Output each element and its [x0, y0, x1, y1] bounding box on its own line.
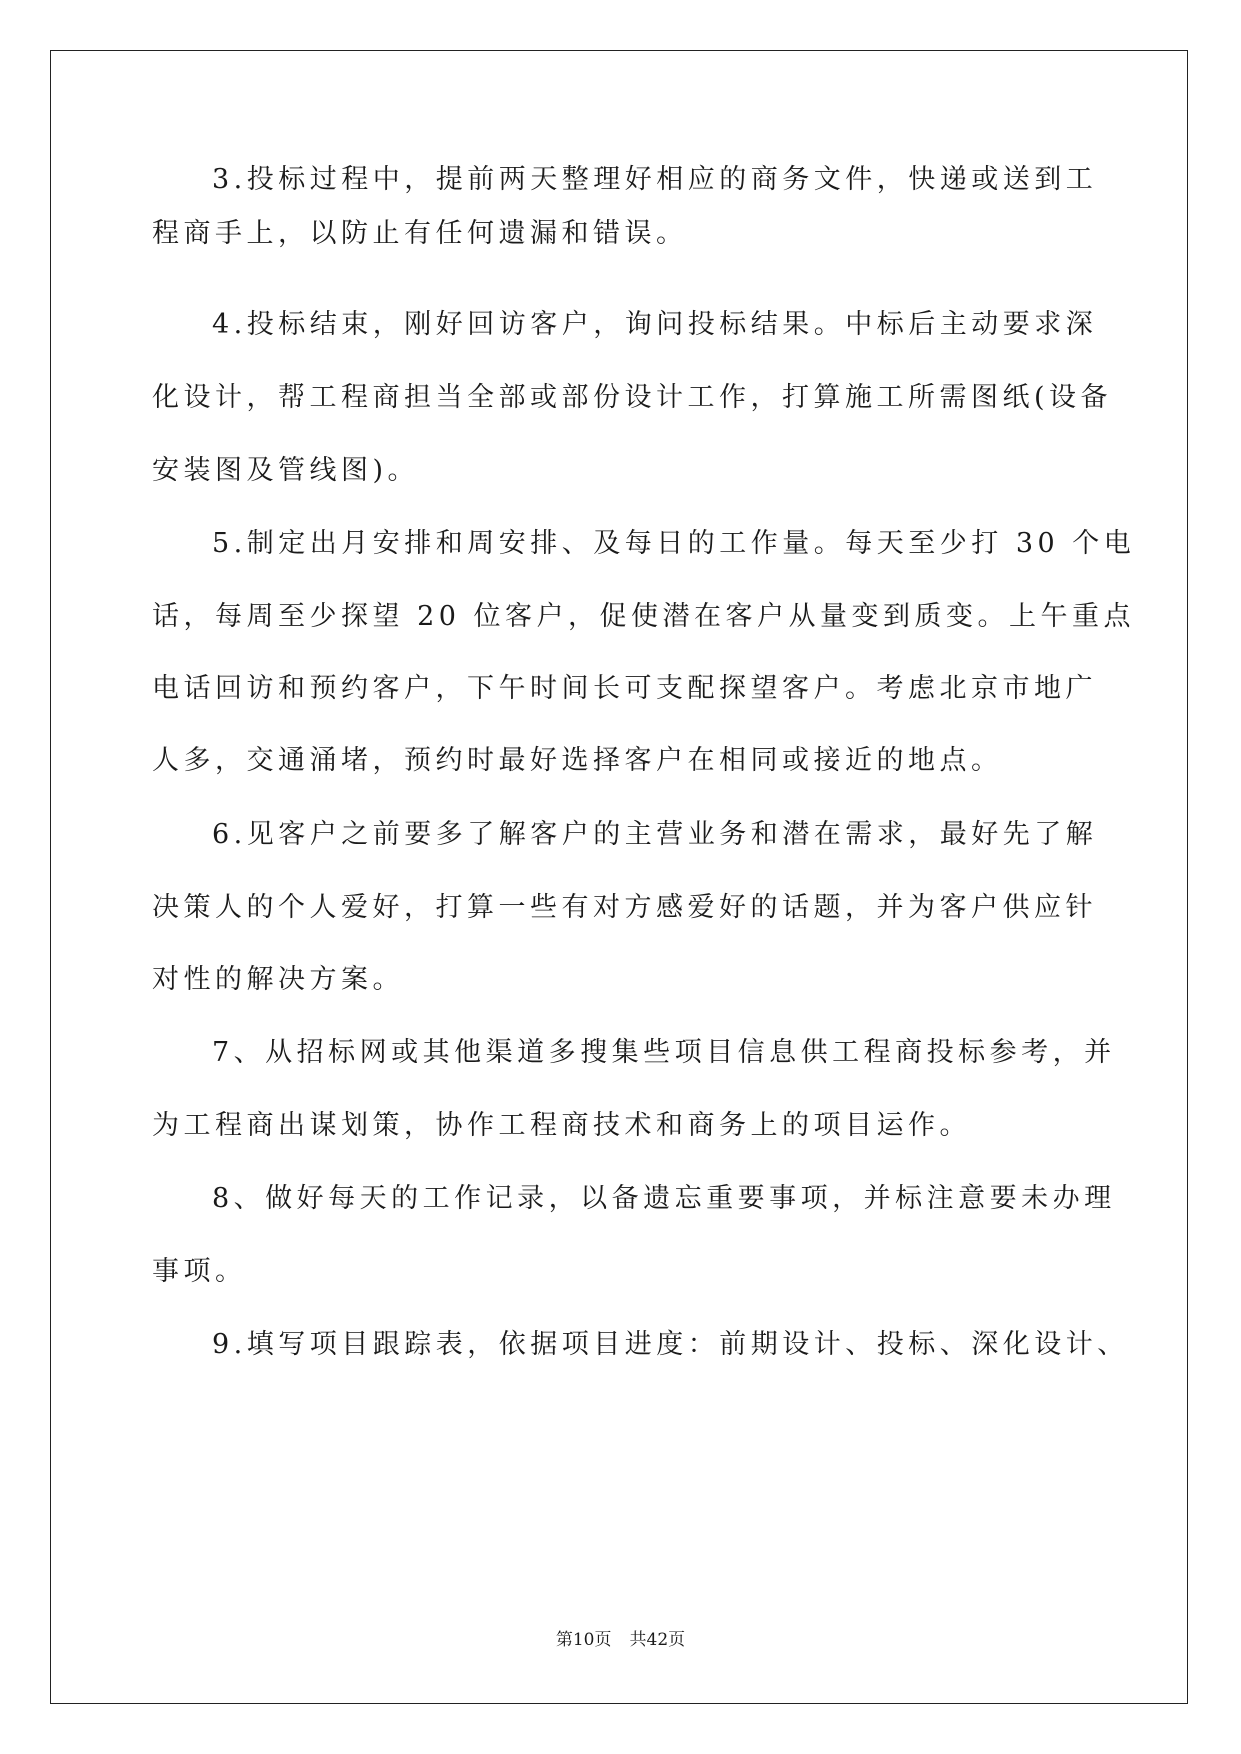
paragraph-3-line-1: 3.投标过程中，提前两天整理好相应的商务文件，快递或送到工 [212, 164, 1098, 195]
paragraph-6-line-3: 对性的解决方案。 [152, 964, 404, 995]
paragraph-5-line-2: 话，每周至少探望 20 位客户，促使潜在客户从量变到质变。上午重点 [152, 601, 1136, 632]
paragraph-4-line-1: 4.投标结束，刚好回访客户，询问投标结果。中标后主动要求深 [212, 309, 1098, 340]
paragraph-7-line-2: 为工程商出谋划策，协作工程商技术和商务上的项目运作。 [152, 1110, 971, 1141]
page-footer [0, 1628, 1241, 1652]
paragraph-9-line-1: 9.填写项目跟踪表，依据项目进度：前期设计、投标、深化设计、 [212, 1329, 1129, 1360]
paragraph-8-line-1: 8、做好每天的工作记录，以备遗忘重要事项，并标注意要未办理 [212, 1183, 1116, 1214]
paragraph-7-line-1: 7、从招标网或其他渠道多搜集些项目信息供工程商投标参考，并 [212, 1037, 1116, 1068]
footer-page-prefix: 第 [555, 1630, 573, 1650]
total-page-number: 42 [646, 1630, 669, 1650]
page-border [50, 50, 1188, 1704]
paragraph-4-line-3: 安装图及管线图)。 [152, 455, 420, 486]
paragraph-4-line-2: 化设计，帮工程商担当全部或部份设计工作，打算施工所需图纸(设备 [152, 382, 1113, 413]
footer-total-prefix: 共 [629, 1630, 647, 1650]
paragraph-6-line-1: 6.见客户之前要多了解客户的主营业务和潜在需求，最好先了解 [212, 819, 1098, 850]
paragraph-8-line-2: 事项。 [152, 1256, 247, 1287]
paragraph-6-line-2: 决策人的个人爱好，打算一些有对方感爱好的话题，并为客户供应针 [152, 892, 1097, 923]
footer-page-suffix: 页 [594, 1630, 612, 1650]
current-page-number: 10 [572, 1630, 595, 1650]
paragraph-5-line-3: 电话回访和预约客户，下午时间长可支配探望客户。考虑北京市地广 [152, 673, 1097, 704]
paragraph-3-line-2: 程商手上，以防止有任何遗漏和错误。 [152, 218, 688, 249]
paragraph-5-line-1: 5.制定出月安排和周安排、及每日的工作量。每天至少打 30 个电 [212, 528, 1136, 559]
paragraph-5-line-4: 人多，交通涌堵，预约时最好选择客户在相同或接近的地点。 [152, 745, 1003, 776]
footer-total-suffix: 页 [668, 1630, 686, 1650]
